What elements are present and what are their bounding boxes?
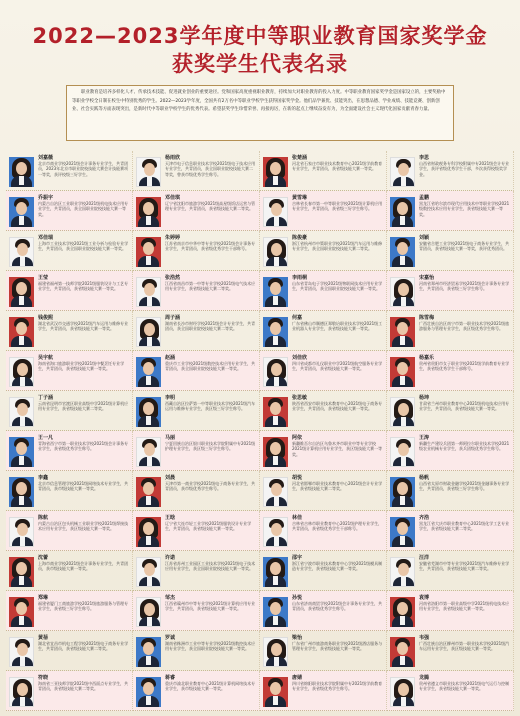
student-entry bbox=[387, 511, 514, 551]
student-photo bbox=[9, 317, 34, 347]
student-name: 刘颖 bbox=[419, 235, 430, 241]
student-name: 韦强 bbox=[419, 635, 430, 641]
student-description: 辽宁省大连市轻工业学校2021级服装设计专业学生，共青团员，获省级技能大赛一等奖。 bbox=[165, 521, 252, 532]
student-entry bbox=[260, 351, 387, 391]
student-description: 山东省济南商贸学校2021级会计事务专业学生，共青团员，获省级优秀学生称号。 bbox=[292, 601, 383, 612]
student-name: 孙悦 bbox=[292, 595, 303, 601]
student-description: 重庆市工业学校2021级数控技术应用专业学生，共青团员，获全国职业院校技能大赛一等奖。 bbox=[165, 361, 256, 372]
page-title-line2: 获奖学生代表名录 bbox=[172, 52, 348, 76]
student-photo bbox=[390, 677, 415, 707]
student-photo bbox=[390, 637, 415, 667]
student-photo bbox=[390, 357, 415, 387]
student-description: 甘肃省兰州市职业教育中心2021级机电技术应用专业学生，共青团员，获省级技能大赛一等奖。 bbox=[419, 401, 510, 412]
student-photo bbox=[263, 397, 288, 427]
student-description: 山西省财政税务专科学校附属中专2021级会计专业学生，获评省级优秀学生干部，多次获得校级奖学金。 bbox=[419, 161, 510, 177]
student-name: 马丽 bbox=[165, 435, 176, 441]
student-description: 河南省郑州市经济贸易学校2021级会计事务专业学生，共青团员，获省级三好学生称号。 bbox=[419, 281, 510, 292]
student-name: 沈蕾 bbox=[38, 555, 49, 561]
student-entry bbox=[133, 471, 260, 511]
student-name: 朱婷婷 bbox=[165, 235, 181, 241]
student-entry bbox=[387, 391, 514, 431]
student-entry bbox=[260, 271, 387, 311]
student-name: 黄蓓 bbox=[38, 635, 49, 641]
student-description: 云南省昆明市官渡区职业高级中学2021级计算机应用专业学生，获省级技能大赛二等奖。 bbox=[38, 401, 129, 412]
student-description: 重庆市渝北职业教育中心2021级计算机网络技术专业学生，获市级技能大赛一等奖。 bbox=[165, 681, 256, 692]
student-name: 陈雪梅 bbox=[419, 315, 435, 321]
student-entry bbox=[133, 231, 260, 271]
student-entry bbox=[6, 471, 133, 511]
student-description: 新疆维吾尔自治区乌鲁木齐市职业中等专业学校2021级计算机应用专业学生，获区级技能大赛一等奖。 bbox=[292, 441, 383, 457]
student-name: 王莹 bbox=[38, 275, 49, 281]
student-photo bbox=[390, 277, 415, 307]
student-description: 湖北省宜昌市机电工程学校2021级电子商务专业学生，共青团员，获省级技能大赛二等奖。 bbox=[38, 641, 129, 652]
student-photo bbox=[263, 637, 288, 667]
student-description: 内蒙古自治区包头机械工业职业学校2021级焊接技术应用专业学生，获区级技能大赛一等奖。 bbox=[38, 521, 129, 532]
student-photo bbox=[136, 517, 161, 547]
student-entry bbox=[260, 511, 387, 551]
student-name: 杨嘉乐 bbox=[419, 355, 435, 361]
student-description: 海南省三亚技师学院2021级中西面点专业学生，共青团员，获省级技能大赛二等奖。 bbox=[38, 681, 129, 692]
student-photo bbox=[263, 357, 288, 387]
student-name: 邵宇 bbox=[292, 555, 303, 561]
student-entry bbox=[260, 431, 387, 471]
student-description: 江苏省南京市中华中等专业学校2021级会计事务专业学生，共青团员，获省级优秀学生干部称号。 bbox=[165, 241, 256, 252]
student-photo bbox=[9, 277, 34, 307]
student-entry bbox=[260, 231, 387, 271]
student-description: 贵州省贵阳市女子职业学校2021级学前教育专业学生，获省级优秀学生干部称号。 bbox=[419, 361, 510, 372]
student-description: 江苏省苏州工业园区工业技术学校2021级电子技术应用专业学生，获全国职业院校技能大赛一等奖。 bbox=[165, 561, 256, 572]
student-description: 吉林省吉林市职业教育中心2021级护理专业学生，共青团员，获省级优秀学生干部称号。 bbox=[292, 521, 383, 532]
student-entry bbox=[133, 431, 260, 471]
student-entry bbox=[6, 511, 133, 551]
student-description: 广西壮族自治区南宁市第一职业技术学校2021级旅游服务与管理专业学生，获区级优秀学生称号。 bbox=[419, 321, 510, 332]
student-description: 福建省福州第一技师学院2021级服装设计与工艺专业学生，共青团员，获省级技能大赛一等奖。 bbox=[38, 281, 129, 292]
student-name: 林佳 bbox=[292, 515, 303, 521]
student-name: 袁博 bbox=[419, 595, 430, 601]
student-entry bbox=[133, 631, 260, 671]
student-description: 广西壮族自治区柳州市第一职业技术学校2021级汽车运用专业学生，获区级技能大赛一等奖。 bbox=[419, 641, 510, 652]
student-entry bbox=[387, 471, 514, 511]
student-photo bbox=[9, 677, 34, 707]
student-photo bbox=[136, 437, 161, 467]
student-entry bbox=[387, 671, 514, 711]
student-entry bbox=[133, 351, 260, 391]
student-entry bbox=[260, 671, 387, 711]
student-name: 王晗 bbox=[165, 515, 176, 521]
student-entry bbox=[260, 551, 387, 591]
student-name: 周子涵 bbox=[165, 315, 181, 321]
student-entry bbox=[387, 271, 514, 311]
student-description: 广东省佛山市顺德区郑敬诒职业技术学校2021级工业机器人专业学生，获省级技能大赛一等奖。 bbox=[292, 321, 383, 332]
student-description: 山东省青岛电子学校2021级物联网技术应用专业学生，共青团员，获全国职业院校技能大赛一等奖。 bbox=[292, 281, 383, 292]
student-description: 安徽省合肥工业学校2021级电子商务专业学生，共青团员，获省级技能大赛一等奖，获评优秀团员。 bbox=[419, 241, 510, 252]
student-name: 胡悦 bbox=[292, 475, 303, 481]
student-entry bbox=[133, 551, 260, 591]
student-photo bbox=[390, 397, 415, 427]
student-entry bbox=[6, 351, 133, 391]
student-entry bbox=[387, 191, 514, 231]
student-entry bbox=[6, 391, 133, 431]
student-description: 广东省广州市旅游商务职业学校2021级酒店服务与管理专业学生，获省级技能大赛一等奖。 bbox=[292, 641, 383, 652]
student-name: 赵涵 bbox=[165, 355, 176, 361]
student-photo bbox=[390, 557, 415, 587]
student-name: 阿依 bbox=[292, 435, 303, 441]
student-photo bbox=[390, 517, 415, 547]
student-name: 刘嘉薇 bbox=[38, 155, 54, 161]
student-description: 内蒙古自治区工业职业学校2021级机电技术应用专业学生，共青团员，获全国职业院校技能大赛一等奖。 bbox=[38, 201, 129, 217]
student-photo bbox=[390, 157, 415, 187]
student-description: 安徽省芜湖市中等专业学校2021级汽车维修专业学生，共青团员，获省级技能大赛二等奖。 bbox=[419, 561, 510, 572]
student-entry bbox=[6, 231, 133, 271]
student-description: 上海市工业技术学校2021级工业分析与检验专业学生，共青团员，获全国职业院校技能大赛一等奖。 bbox=[38, 241, 129, 252]
student-name: 李明 bbox=[165, 395, 176, 401]
student-entry bbox=[133, 311, 260, 351]
student-name: 孟鹏 bbox=[419, 195, 430, 201]
student-name: 邓佳瑞 bbox=[38, 235, 54, 241]
student-description: 吉林省长春市第一中等职业学校2021级计算机应用专业学生，共青团员，获省级三好学生称号。 bbox=[292, 201, 383, 212]
student-photo bbox=[9, 557, 34, 587]
student-name: 何嘉 bbox=[292, 315, 303, 321]
student-photo bbox=[136, 477, 161, 507]
student-description: 北京市信息管理学校2021级网络技术专业学生，共青团员，获市级技能大赛一等奖。 bbox=[38, 481, 129, 492]
page-title-line1: 2022—2023学年度中等职业教育国家奖学金 bbox=[32, 24, 488, 48]
student-name: 张思敏 bbox=[292, 395, 308, 401]
student-photo bbox=[136, 597, 161, 627]
student-description: 江西省赣州市中等专业学校2021级计算机应用专业学生，共青团员，获省级技能大赛一等奖。 bbox=[165, 601, 256, 612]
student-photo bbox=[263, 197, 288, 227]
student-photo bbox=[263, 597, 288, 627]
student-photo bbox=[9, 197, 34, 227]
student-name: 张浩然 bbox=[165, 275, 181, 281]
student-photo bbox=[263, 557, 288, 587]
student-name: 刘晨 bbox=[165, 475, 176, 481]
student-name: 钱俊熙 bbox=[38, 315, 54, 321]
student-photo bbox=[136, 677, 161, 707]
intro-paragraph: 职业教育是培养多样化人才、传承技术技能、促进就业创业的重要途径。党和国家高度重视职业教育，持续加大对职业教育的投入力度。中等职业教育国家奖学金是国家设立的，主要奖励中等职业学校全日制在校生中特别优秀的学生。2022—2023学年度，全国共有2万名中等职业学校学生获得国家奖学金。他们品学兼优、技能突出，在思想品德、学业成绩、技能竞赛、创新创业、社会实践等方面表现突出，是新时代中等职业学校学生的优秀代表。希望获奖学生珍惜荣誉、再接再厉，在新的起点上继续奋发有为，为全面建设社会主义现代化国家贡献青春力量。 bbox=[66, 85, 454, 141]
student-entry bbox=[133, 591, 260, 631]
student-entry bbox=[387, 151, 514, 191]
student-name: 宋嘉怡 bbox=[419, 275, 435, 281]
student-name: 杨坤 bbox=[419, 395, 430, 401]
student-photo bbox=[9, 477, 34, 507]
student-description: 四川省绵阳职业技术学院附属中专2021级学前教育专业学生，获省级优秀学生称号。 bbox=[292, 681, 383, 692]
student-photo bbox=[136, 637, 161, 667]
student-entry bbox=[6, 271, 133, 311]
student-photo bbox=[136, 197, 161, 227]
student-description: 湖南省长沙市财经学校2021级会计专业学生，共青团员，获全国职业院校技能大赛二等奖。 bbox=[165, 321, 256, 332]
student-name: 李鑫 bbox=[38, 475, 49, 481]
student-name: 吴宇航 bbox=[38, 355, 54, 361]
student-entry bbox=[387, 431, 514, 471]
student-photo bbox=[9, 397, 34, 427]
student-photo bbox=[390, 437, 415, 467]
student-photo bbox=[136, 357, 161, 387]
student-photo bbox=[263, 277, 288, 307]
student-photo bbox=[136, 237, 161, 267]
student-photo bbox=[136, 397, 161, 427]
student-description: 湖南省株洲市工业中等专业学校2021级数控技术应用专业学生，获全国职业院校技能大赛一等奖。 bbox=[165, 641, 256, 652]
student-name: 陈俊豪 bbox=[292, 235, 308, 241]
student-entry bbox=[133, 671, 260, 711]
student-entry bbox=[6, 311, 133, 351]
student-photo bbox=[9, 517, 34, 547]
student-description: 江西省南昌市第一中等专业学校2021级电气技术应用专业学生，获省级技能大赛二等奖。 bbox=[165, 281, 256, 292]
student-name: 丁子涵 bbox=[38, 395, 54, 401]
student-entry bbox=[387, 231, 514, 271]
student-name: 龙腾 bbox=[419, 675, 430, 681]
student-name: 杨雨欣 bbox=[165, 155, 181, 161]
student-entry bbox=[133, 151, 260, 191]
student-name: 梁怡 bbox=[292, 635, 303, 641]
student-name: 杨帆 bbox=[419, 475, 430, 481]
student-photo bbox=[263, 157, 288, 187]
student-entry bbox=[387, 351, 514, 391]
student-description: 黑龙江省哈尔滨市现代应用技术中等职业学校2021级数控技术应用专业学生，获省级技能大赛一等奖。 bbox=[419, 201, 510, 217]
student-name: 罗诚 bbox=[165, 635, 176, 641]
student-name: 王涛 bbox=[419, 435, 430, 441]
student-entry bbox=[387, 551, 514, 591]
student-photo bbox=[263, 517, 288, 547]
student-photo bbox=[390, 477, 415, 507]
student-entry bbox=[387, 591, 514, 631]
student-photo bbox=[9, 637, 34, 667]
student-name: 李思 bbox=[419, 155, 430, 161]
student-description: 河北省邯郸市职业技术教育中心2021级会计专业学生，获省级技能大赛二等奖。 bbox=[292, 481, 383, 492]
student-name: 乔振宇 bbox=[38, 195, 54, 201]
student-description: 河北省石家庄市职业技术教育中心2021级学前教育专业学生，共青团员，获省级技能大赛一等奖。 bbox=[292, 161, 383, 172]
student-entry bbox=[260, 471, 387, 511]
student-description: 陕西省西安市职业技术教育中心2021级电子商务专业学生，共青团员，获省级技能大赛一等奖。 bbox=[292, 401, 383, 412]
student-photo bbox=[390, 317, 415, 347]
student-description: 黑龙江省大庆市职业教育中心2021级化学工艺专业学生，获省级技能大赛二等奖。 bbox=[419, 521, 510, 532]
student-entry bbox=[6, 631, 133, 671]
student-description: 新疆生产建设兵团第一师阿拉尔职业技术学校2021级农业机械专业学生，获兵团级优秀学生称号。 bbox=[419, 441, 510, 452]
student-photo bbox=[390, 597, 415, 627]
student-name: 李雨桐 bbox=[292, 275, 308, 281]
student-entry bbox=[260, 151, 387, 191]
student-entry bbox=[387, 311, 514, 351]
student-name: 符晓 bbox=[38, 675, 49, 681]
student-entry bbox=[387, 631, 514, 671]
student-entry bbox=[260, 311, 387, 351]
student-entry bbox=[6, 671, 133, 711]
student-name: 陈航 bbox=[38, 515, 49, 521]
student-entry bbox=[133, 391, 260, 431]
student-name: 蒋睿 bbox=[165, 675, 176, 681]
student-photo bbox=[263, 437, 288, 467]
student-photo bbox=[263, 317, 288, 347]
student-photo bbox=[9, 237, 34, 267]
student-grid bbox=[6, 151, 514, 711]
student-entry bbox=[6, 151, 133, 191]
student-entry bbox=[260, 191, 387, 231]
student-name: 汪洋 bbox=[419, 555, 430, 561]
student-description: 贵州省遵义市职业技术学校2021级电气运行与控制专业学生，获省级技能大赛一等奖。 bbox=[419, 681, 510, 692]
student-entry bbox=[133, 271, 260, 311]
student-name: 许诺 bbox=[165, 555, 176, 561]
student-description: 四川省成都市礼仪职业中学2021级航空服务专业学生，共青团员，获省级技能大赛一等奖。 bbox=[292, 361, 383, 372]
student-photo bbox=[9, 597, 34, 627]
student-description: 辽宁省沈阳市旅游学校2021级高星级饭店运营与管理专业学生，共青团员，获省级技能大赛二等奖。 bbox=[165, 201, 256, 212]
student-entry bbox=[6, 191, 133, 231]
student-name: 邹杰 bbox=[165, 595, 176, 601]
student-description: 西藏自治区拉萨第一中等职业技术学校2021级汽车运用与维修专业学生，获区级三好学生称号。 bbox=[165, 401, 256, 412]
student-description: 浙江省杭州市中策职业学校2021级汽车运用与维修专业学生，获全国职业院校技能大赛二等奖。 bbox=[292, 241, 383, 252]
student-description: 上海市商业学校2021级会计事务专业学生，共青团员，获市级技能大赛一等奖。 bbox=[38, 561, 129, 572]
student-entry bbox=[260, 631, 387, 671]
student-description: 北京市商业学校2021级会计事务专业学生，共青团员，2023年北京市职业院校技能大赛会计技能赛项一等奖，获评校级三好学生。 bbox=[38, 161, 129, 177]
student-description: 海南省海口旅游职业学校2021级中餐烹饪专业学生，共青团员，获省级技能大赛一等奖。 bbox=[38, 361, 125, 372]
student-entry bbox=[6, 431, 133, 471]
student-description: 天津市第一商业学校2021级电子商务专业学生，共青团员，获市级优秀学生称号。 bbox=[165, 481, 256, 492]
student-entry bbox=[260, 591, 387, 631]
student-description: 福建省厦门工商旅游学校2021级旅游服务与管理专业学生，获省级三好学生称号。 bbox=[38, 601, 129, 612]
student-photo bbox=[136, 157, 161, 187]
student-description: 湖北省武汉市交通学校2021级汽车运用与维修专业学生，共青团员，获省级技能大赛一等奖。 bbox=[38, 321, 129, 332]
student-description: 浙江省宁波市职业技术教育中心学校2021级模具制造专业学生，获省级技能大赛一等奖。 bbox=[292, 561, 383, 572]
student-photo bbox=[136, 317, 161, 347]
student-photo bbox=[9, 157, 34, 187]
student-description: 山西省太原市财政金融学校2021级金融事务专业学生，共青团员，获省级三好学生称号。 bbox=[419, 481, 510, 492]
student-entry bbox=[133, 191, 260, 231]
student-description: 河南省洛阳市第一职业高级中学2021级机电技术应用专业学生，获省级技能大赛一等奖。 bbox=[419, 601, 510, 612]
student-photo bbox=[9, 437, 34, 467]
student-photo bbox=[136, 557, 161, 587]
student-name: 刘佳欣 bbox=[292, 355, 308, 361]
student-name: 齐浩 bbox=[419, 515, 430, 521]
student-entry bbox=[6, 591, 133, 631]
student-photo bbox=[263, 677, 288, 707]
student-photo bbox=[263, 237, 288, 267]
student-name: 黄雪琳 bbox=[292, 195, 308, 201]
student-photo bbox=[390, 197, 415, 227]
student-photo bbox=[263, 477, 288, 507]
student-name: 唐婧 bbox=[292, 675, 303, 681]
student-name: 王一凡 bbox=[38, 435, 54, 441]
student-description: 宁夏回族自治区银川职业技术学院附属中专2021级护理专业学生，获区级三好学生称号。 bbox=[165, 441, 256, 452]
student-photo bbox=[390, 237, 415, 267]
student-entry bbox=[260, 391, 387, 431]
student-name: 张楚涵 bbox=[292, 155, 308, 161]
student-name: 邓佳琪 bbox=[165, 195, 181, 201]
student-photo bbox=[136, 277, 161, 307]
student-entry bbox=[6, 551, 133, 591]
student-photo bbox=[9, 357, 34, 387]
student-description: 天津市电子信息职业技术学校2021级电子技术应用专业学生，共青团员，获全国职业院校技能大赛二等奖，曾获市级优秀学生称号。 bbox=[165, 161, 256, 177]
student-name: 郑琳 bbox=[38, 595, 49, 601]
student-description: 青海省西宁市第一职业技术学校2021级会计事务专业学生，获省级优秀学生称号。 bbox=[38, 441, 129, 452]
student-entry bbox=[133, 511, 260, 551]
